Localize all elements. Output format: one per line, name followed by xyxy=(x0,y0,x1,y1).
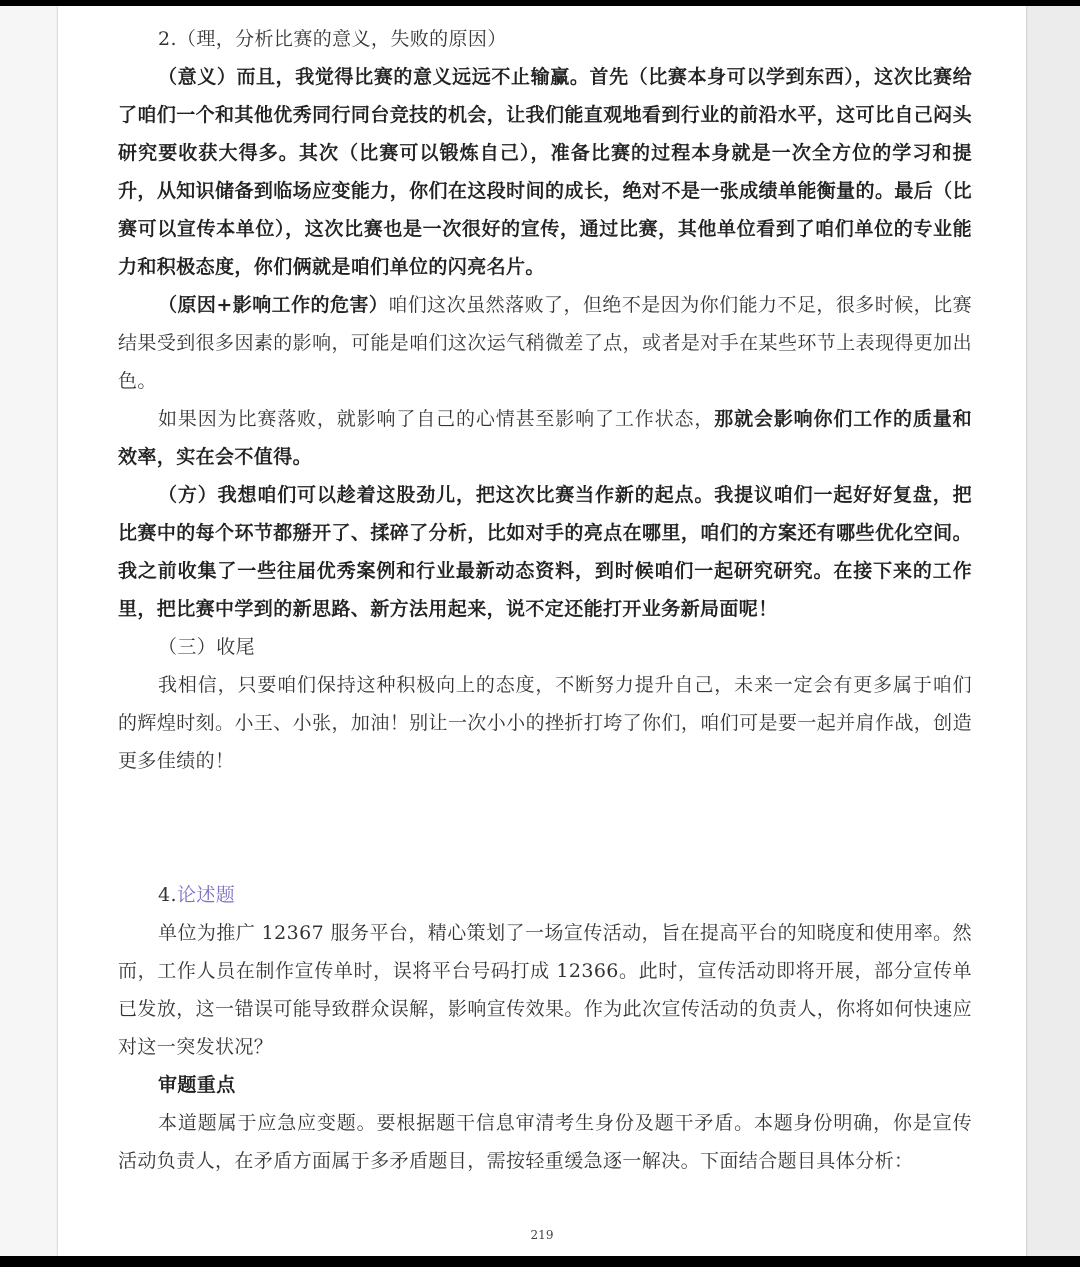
key-points-text: 本道题属于应急应变题。要根据题干信息审清考生身份及题干矛盾。本题身份明确，你是宣传活动负责人，在矛盾方面属于多矛盾题目，需按轻重缓急逐一解决。下面结合题目具体分析： xyxy=(118,1112,972,1172)
question-heading xyxy=(118,876,972,914)
paragraph-reasons-text: 咱们这次虽然落败了，但绝不是因为你们能力不足，很多时候，比赛结果受到很多因素的影响，可能是咱们这次运气稍微差了点，或者是对手在某些环节上表现得更加出色。 xyxy=(118,294,972,392)
document-page[interactable] xyxy=(58,6,1026,1256)
paragraph-closing: 我相信，只要咱们保持这种积极向上的态度，不断努力提升自己，未来一定会有更多属于咱们的辉煌时刻。小王、小张，加油！别让一次小小的挫折打垮了你们，咱们可是要一起并肩作战，创造更多佳绩的！ xyxy=(118,674,972,772)
viewer-left-margin xyxy=(0,6,58,1256)
key-points-heading: 审题重点 xyxy=(158,1074,236,1096)
paragraph-impact xyxy=(118,400,972,476)
question-number: 4. xyxy=(158,884,177,906)
viewer-right-margin xyxy=(1026,6,1080,1256)
question-title: 论述题 xyxy=(176,884,236,906)
paragraph-impact-text: 如果因为比赛落败，就影响了自己的心情甚至影响了工作状态， xyxy=(158,408,715,430)
page-content xyxy=(118,20,972,1180)
question-text: 单位为推广 12367 服务平台，精心策划了一场宣传活动，旨在提高平台的知晓度和使用率。然而，工作人员在制作宣传单时，误将平台号码打成 12366。此时，宣传活动即将开展，部分宣传单已发放，这一错误可能导致群众误解，影响宣传效果。作为此次宣传活动的负责人，你将如何快速应对这一突发状况？ xyxy=(118,922,972,1058)
closing-heading: （三）收尾 xyxy=(158,636,256,658)
paragraph-method: （方）我想咱们可以趁着这股劲儿，把这次比赛当作新的起点。我提议咱们一起好好复盘，把比赛中的每个环节都掰开了、揉碎了分析，比如对手的亮点在哪里，咱们的方案还有哪些优化空间。我之前收集了一些往届优秀案例和行业最新动态资料，到时候咱们一起研究研究。在接下来的工作里，把比赛中学到的新思路、新方法用起来，说不定还能打开业务新局面呢！ xyxy=(118,484,972,620)
paragraph-significance: （意义）而且，我觉得比赛的意义远远不止输赢。首先（比赛本身可以学到东西），这次比赛给了咱们一个和其他优秀同行同台竞技的机会，让我们能直观地看到行业的前沿水平，这可比自己闷头研究要收获大得多。其次（比赛可以锻炼自己），准备比赛的过程本身就是一次全方位的学习和提升，从知识储备到临场应变能力，你们在这段时间的成长，绝对不是一张成绩单能衡量的。最后（比赛可以宣传本单位），这次比赛也是一次很好的宣传，通过比赛，其他单位看到了咱们单位的专业能力和积极态度，你们俩就是咱们单位的闪亮名片。 xyxy=(118,66,972,278)
paragraph-impact-bold: 那就会影响你们工作的质量和效率，实在会不值得。 xyxy=(118,408,972,468)
paragraph-reasons-label: （原因+影响工作的危害） xyxy=(158,294,389,316)
section-heading: 2.（理，分析比赛的意义，失败的原因） xyxy=(158,28,507,50)
paragraph-reasons xyxy=(118,286,972,400)
page-number: 219 xyxy=(530,1228,554,1242)
